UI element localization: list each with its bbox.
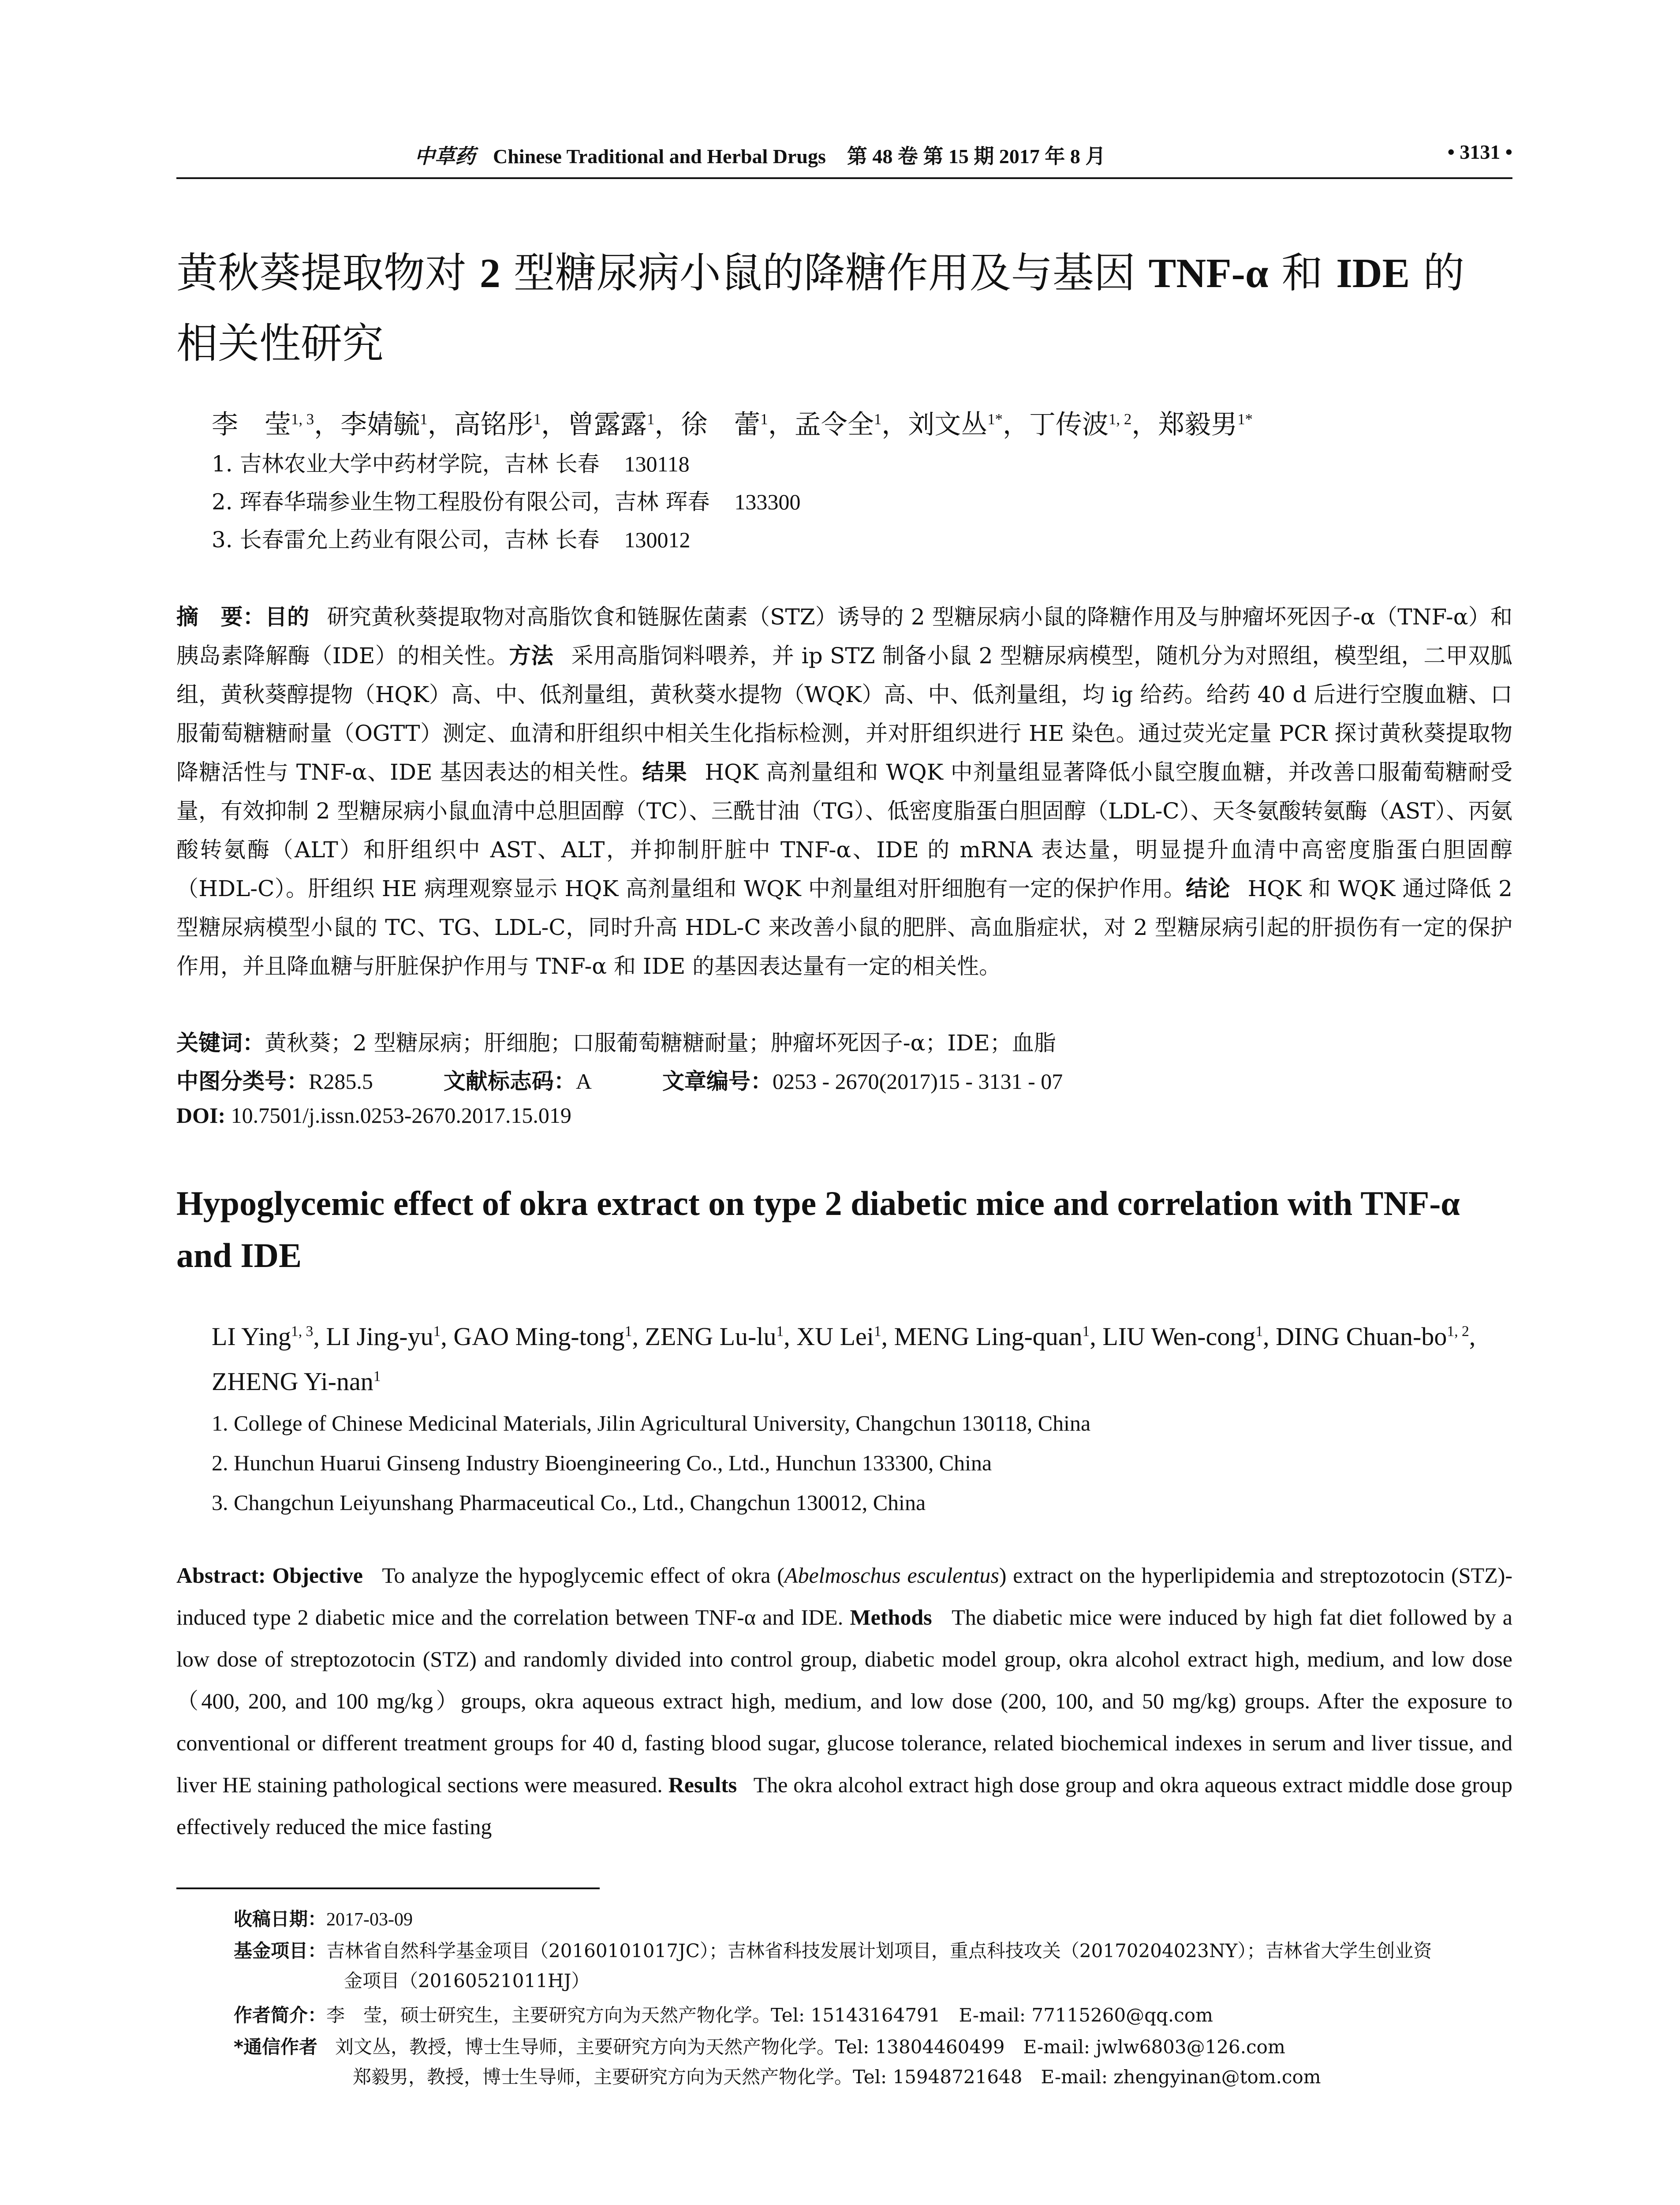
author-affil-sup: 1, 2	[1109, 411, 1132, 428]
objective-text-pre: To analyze the hypoglycemic effect of okra (	[382, 1563, 784, 1588]
author-separator: ,	[441, 1322, 454, 1351]
author-list-cn	[212, 404, 1253, 441]
author-separator: ，	[881, 409, 908, 440]
author-en	[212, 1322, 326, 1351]
author-name: ZHENG Yi-nan	[212, 1367, 373, 1396]
author-name: 刘文丛	[908, 409, 988, 440]
title-cn-latin: 2	[479, 250, 500, 296]
author-en	[212, 1367, 381, 1396]
author-name: LI Jing-yu	[326, 1322, 433, 1351]
author-en	[1276, 1322, 1475, 1351]
abstract-label: Abstract:	[176, 1563, 266, 1588]
title-cn-part: 型糖尿病小鼠的降糖作用及与基因	[500, 249, 1149, 297]
author-cn	[908, 409, 1029, 440]
author-name: 徐 蕾	[681, 409, 761, 440]
author-separator: ,	[881, 1322, 894, 1351]
received-date: 2017-03-09	[326, 1910, 413, 1930]
author-separator: ,	[313, 1322, 326, 1351]
doc-code-label: 文献标志码：	[443, 1069, 576, 1094]
affiliation-en-2: 2. Hunchun Huarui Ginseng Industry Bioengineering Co., Ltd., Hunchun 133300, China	[212, 1450, 992, 1475]
author-separator: ，	[654, 409, 681, 440]
author-cn	[340, 409, 454, 440]
author-affil-sup: 1	[760, 411, 768, 428]
author-name: 高铭彤	[454, 409, 534, 440]
author-separator: ,	[1469, 1322, 1476, 1351]
author-cn	[681, 409, 794, 440]
author-separator: ，	[427, 409, 454, 440]
author-separator: ，	[541, 409, 568, 440]
running-header	[176, 140, 1512, 179]
author-name: GAO Ming-tong	[453, 1322, 625, 1351]
keywords-value: 黄秋葵；2 型糖尿病；肝细胞；口服葡萄糖糖耐量；肿瘤坏死因子-α；IDE；血脂	[265, 1030, 1056, 1056]
fund-label: 基金项目：	[234, 1940, 327, 1962]
author-cn	[1158, 409, 1253, 440]
author-affil-sup: 1, 3	[291, 1323, 314, 1340]
author-separator: ,	[632, 1322, 645, 1351]
author-en	[1102, 1322, 1276, 1351]
clc-label: 中图分类号：	[176, 1069, 309, 1094]
doi-label: DOI:	[176, 1103, 226, 1128]
affiliation-cn-2	[212, 484, 801, 516]
title-cn-line2: 相关性研究	[176, 320, 384, 368]
footnote-author-bio	[234, 2000, 1512, 2030]
footnote-correspondence	[234, 2032, 1512, 2092]
postal-code: 130118	[624, 452, 690, 476]
postal-code: 133300	[734, 490, 801, 514]
author-list-en	[212, 1312, 1490, 1401]
methods-text: 采用高脂饲料喂养，并 ip STZ 制备小鼠 2 型糖尿病模型，随机分为对照组，模型组，二甲双胍组，黄秋葵醇提物（HQK）高、中、低剂量组，黄秋葵水提物（WQK）高、中、低剂量组，均 ig 给药。给药 40 d 后进行空腹血糖、口服葡萄糖糖耐量（OGTT）测定、血清和肝组织中相关生化指标检测，并对肝组织进行 HE 染色。通过荧光定量 PCR 探讨黄秋葵提取物降糖活性与 TNF-α、IDE 基因表达的相关性。	[176, 643, 1513, 785]
author-cn	[795, 409, 908, 440]
author-name: MENG Ling-quan	[894, 1322, 1083, 1351]
journal-issue: 第 48 卷 第 15 期 2017 年 8 月	[847, 145, 1106, 168]
author-cn	[454, 409, 567, 440]
conclusion-text: HQK 和 WQK 通过降低 2 型糖尿病模型小鼠的 TC、TG、LDL-C，同时升高 HDL-C 来改善小鼠的肥胖、高血脂症状，对 2 型糖尿病引起的肝损伤有一定的保护作用，并且降血糖与肝脏保护作用与 TNF-α 和 IDE 的基因表达量有一定的相关性。	[176, 876, 1512, 979]
results-text: HQK 高剂量组和 WQK 中剂量组显著降低小鼠空腹血糖，并改善口服葡萄糖耐受量，有效抑制 2 型糖尿病小鼠血清中总胆固醇（TC）、三酰甘油（TG）、低密度脂蛋白胆固醇（LDL-C）、天冬氨酸转氨酶（AST）、丙氨酸转氨酶（ALT）和肝组织中 AST、ALT，并抑制肝脏中 TNF-α、IDE 的 mRNA 表达量，明显提升血清中高密度脂蛋白胆固醇（HDL-C）。肝组织 HE 病理观察显示 HQK 高剂量组和 WQK 中剂量组对肝细胞有一定的保护作用。	[176, 759, 1512, 901]
objective-label: 目的	[265, 604, 310, 630]
author-affil-sup: 1	[874, 411, 882, 428]
journal-name-cn: 中草药	[414, 144, 475, 168]
title-cn-latin: TNF-α	[1148, 250, 1269, 296]
page-number: • 3131 •	[1447, 141, 1512, 163]
objective-text: 研究黄秋葵提取物对高脂饮食和链脲佐菌素（STZ）诱导的 2 型糖尿病小鼠的降糖作用及与肿瘤坏死因子-α（TNF-α）和胰岛素降解酶（IDE）的相关性。	[176, 604, 1513, 669]
classification-line	[176, 1064, 1063, 1095]
author-affil-sup: 1	[647, 411, 655, 428]
author-en	[645, 1322, 796, 1351]
title-cn-part: 黄秋葵提取物对	[176, 249, 480, 297]
clc-value: R285.5	[309, 1069, 373, 1094]
methods-label: Methods	[850, 1605, 932, 1629]
author-separator: ，	[1131, 409, 1158, 440]
author-affil-sup: 1, 3	[291, 411, 314, 428]
author-separator: ,	[784, 1322, 797, 1351]
results-label: 结果	[642, 759, 687, 785]
article-number-label: 文章编号：	[662, 1069, 773, 1094]
author-separator: ,	[1090, 1322, 1103, 1351]
doi-line	[176, 1102, 571, 1128]
conclusion-label: 结论	[1185, 876, 1230, 901]
author-affil-sup: 1	[776, 1323, 784, 1340]
author-name: 孟令全	[794, 409, 874, 440]
author-name: LIU Wen-cong	[1102, 1322, 1256, 1351]
methods-text: The diabetic mice were induced by high fat diet followed by a low dose of streptozotocin (STZ) and randomly divided into control group, diabetic model group, okra alcohol extract high, medium, and low dose（400, 200, and 100 mg/kg）groups, okra aqueous extract high, medium, and low dose (200, 100, and 50 mg/kg) groups. After the exposure to conventional or different treatment groups for 40 d, fasting blood sugar, glucose tolerance, related biochemical indexes in serum and liver tissue, and liver HE staining pathological sections were measured.	[176, 1605, 1512, 1797]
journal-header	[414, 140, 1105, 169]
abstract-label: 摘 要：	[176, 604, 265, 630]
corr-label: *通信作者	[234, 2036, 317, 2058]
footnote-fund	[234, 1936, 1512, 1996]
corr-author-1: 刘文丛，教授，博士生导师，主要研究方向为天然产物化学。Tel: 13804460499 E-mail: jwlw6803@126.com	[335, 2036, 1285, 2058]
author-name: LI Ying	[212, 1322, 291, 1351]
methods-label: 方法	[509, 643, 554, 669]
affiliation-text: 2. 珲春华瑞参业生物工程股份有限公司，吉林 珲春	[212, 489, 710, 515]
author-separator: ，	[1003, 409, 1030, 440]
title-cn-part: 的	[1410, 249, 1465, 297]
author-cn	[567, 409, 681, 440]
affiliation-text: 3. 长春雷允上药业有限公司，吉林 长春	[212, 527, 600, 553]
fund-text-cont: 金项目（20160521011HJ）	[344, 1970, 590, 1992]
affiliation-text: 1. 吉林农业大学中药材学院，吉林 长春	[212, 451, 600, 477]
author-name: DING Chuan-bo	[1276, 1322, 1447, 1351]
author-name: ZENG Lu-lu	[645, 1322, 777, 1351]
author-cn	[1029, 409, 1158, 440]
author-name: 李 莹	[212, 409, 291, 440]
author-name: 曾露露	[567, 409, 647, 440]
author-cn	[212, 409, 340, 440]
article-number-value: 0253 - 2670(2017)15 - 3131 - 07	[772, 1069, 1063, 1094]
author-affil-sup: 1	[1255, 1323, 1263, 1340]
keywords-cn	[176, 1025, 1056, 1057]
bio-label: 作者简介：	[234, 2004, 327, 2026]
received-label: 收稿日期：	[234, 1908, 327, 1930]
author-affil-sup: 1	[624, 1323, 632, 1340]
objective-text-post: ) extract on the hyperlipidemia and streptozotocin (STZ)-induced type 2 diabetic mice and the correlation between TNF-α and IDE.	[176, 1563, 1512, 1629]
abstract-cn	[176, 598, 1512, 986]
doc-code-value: A	[575, 1069, 592, 1094]
author-separator: ，	[314, 409, 341, 440]
title-cn-part: 和	[1268, 249, 1337, 297]
abstract-en	[176, 1555, 1512, 1848]
journal-name-en: Chinese Traditional and Herbal Drugs	[493, 145, 826, 168]
author-affil-sup: 1*	[1237, 411, 1253, 428]
author-affil-sup: 1	[420, 411, 428, 428]
author-en	[453, 1322, 645, 1351]
author-separator: ，	[768, 409, 795, 440]
corr-author-2: 郑毅男，教授，博士生导师，主要研究方向为天然产物化学。Tel: 15948721648 E-mail: zhengyinan@tom.com	[353, 2066, 1321, 2088]
keywords-label: 关键词：	[176, 1030, 265, 1056]
bio-text: 李 莹，硕士研究生，主要研究方向为天然产物化学。Tel: 15143164791 E-mail: 77115260@qq.com	[326, 2004, 1213, 2026]
affiliation-en-3: 3. Changchun Leiyunshang Pharmaceutical Co., Ltd., Changchun 130012, China	[212, 1490, 926, 1515]
doi-value: 10.7501/j.issn.0253-2670.2017.15.019	[231, 1103, 571, 1128]
author-name: 李婧毓	[340, 409, 420, 440]
species-name: Abelmoschus esculentus	[784, 1563, 999, 1588]
author-name: 丁传波	[1029, 409, 1109, 440]
author-en	[796, 1322, 894, 1351]
author-name: XU Lei	[796, 1322, 874, 1351]
affiliation-en-1: 1. College of Chinese Medicinal Materials, Jilin Agricultural University, Changchun 130118, China	[212, 1411, 1091, 1435]
author-affil-sup: 1	[433, 1323, 441, 1340]
author-affil-sup: 1*	[987, 411, 1003, 428]
author-affil-sup: 1	[533, 411, 541, 428]
author-en	[326, 1322, 453, 1351]
postal-code: 130012	[624, 527, 691, 552]
author-en	[894, 1322, 1103, 1351]
objective-label: Objective	[272, 1563, 363, 1588]
author-affil-sup: 1, 2	[1447, 1323, 1469, 1340]
results-label: Results	[668, 1772, 737, 1797]
footnote-divider	[176, 1887, 600, 1889]
author-affil-sup: 1	[1082, 1323, 1090, 1340]
author-name: 郑毅男	[1158, 409, 1238, 440]
fund-text: 吉林省自然科学基金项目（20160101017JC）；吉林省科技发展计划项目，重点科技攻关（20170204023NY）；吉林省大学生创业资	[326, 1940, 1432, 1962]
title-cn	[176, 238, 1512, 379]
title-cn-latin: IDE	[1336, 250, 1410, 296]
affiliation-cn-3	[212, 522, 691, 554]
footnote-received	[234, 1904, 1512, 1935]
results-text: The okra alcohol extract high dose group and okra aqueous extract middle dose group effectively reduced the mice fasting	[176, 1772, 1512, 1839]
author-affil-sup: 1	[373, 1368, 381, 1385]
author-affil-sup: 1	[874, 1323, 881, 1340]
title-en: Hypoglycemic effect of okra extract on type 2 diabetic mice and correlation with TNF-α and IDE	[176, 1184, 1460, 1274]
affiliation-cn-1	[212, 446, 690, 478]
author-separator: ,	[1263, 1322, 1276, 1351]
